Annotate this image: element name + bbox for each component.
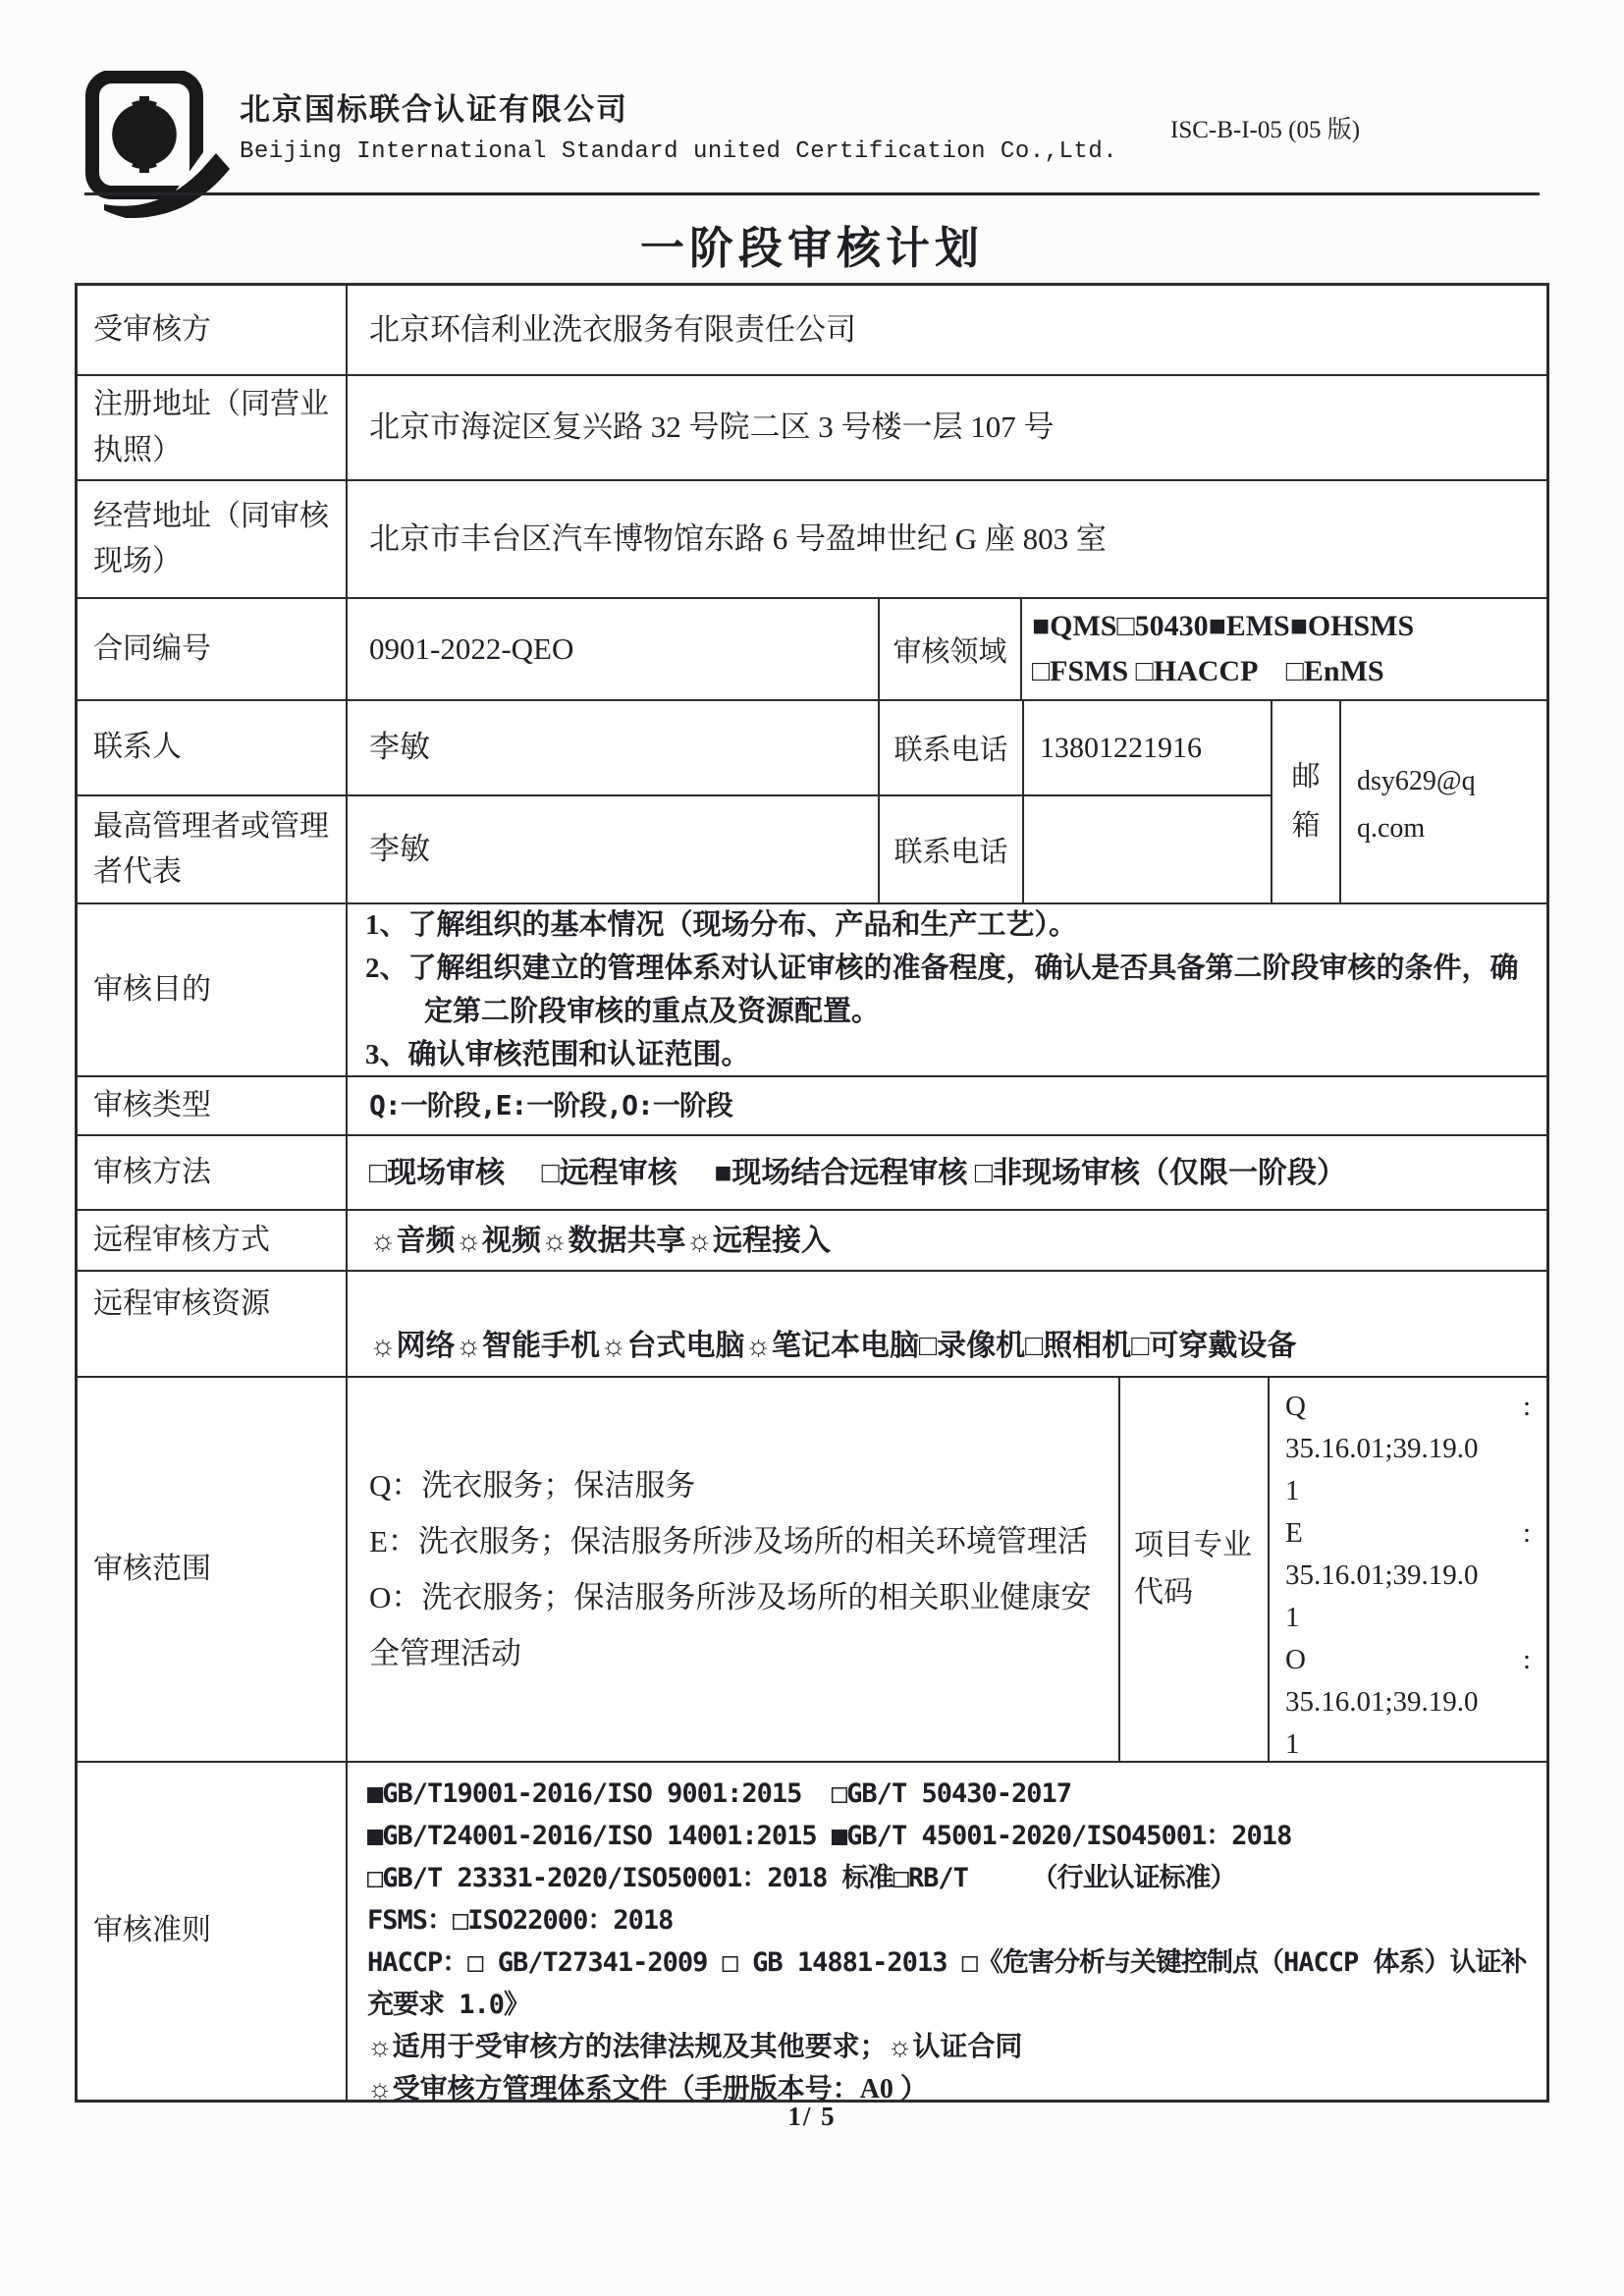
scope-line: Q：洗衣服务；保洁服务 xyxy=(369,1468,696,1503)
audit-criteria-label: 审核准则 xyxy=(93,1914,211,1947)
project-code-values xyxy=(1268,1378,1546,1761)
contact-phone-value: 13801221916 xyxy=(1022,701,1271,794)
audit-plan-table xyxy=(75,283,1549,2103)
contract-no-label: 合同编号 xyxy=(93,631,211,665)
code-colon: : xyxy=(1522,1644,1531,1675)
remote-resources-value: ☼网络☼智能手机☼台式电脑☼笔记本电脑□录像机□照相机□可穿戴设备 xyxy=(346,1272,1546,1376)
row-audit-criteria xyxy=(78,1761,1546,2105)
company-name-cn: 北京国标联合认证有限公司 xyxy=(240,92,628,127)
email-label: 邮箱 xyxy=(1271,701,1339,902)
auditee-label: 受审核方 xyxy=(93,312,211,346)
row-remote-resources xyxy=(78,1270,1546,1376)
audit-method-checkboxes: □现场审核 □远程审核 ■现场结合远程审核 □非现场审核（仅限一阶段） xyxy=(346,1136,1546,1209)
code-value: 35.16.01;39.19.01 xyxy=(1285,1559,1479,1633)
page-title: 一阶段审核计划 xyxy=(639,224,984,273)
contacts-left-block xyxy=(78,701,1271,902)
row-contacts xyxy=(78,699,1546,902)
operating-address-label: 经营地址（同审核现场） xyxy=(93,499,329,577)
header-rule xyxy=(84,192,1540,195)
code-key: E xyxy=(1285,1517,1303,1549)
registered-address-label: 注册地址（同营业执照） xyxy=(93,388,329,466)
code-key: Q xyxy=(1285,1391,1306,1422)
purpose-item: 3、确认审核范围和认证范围。 xyxy=(365,1039,750,1070)
audit-method-label: 审核方法 xyxy=(93,1155,211,1188)
criteria-line: ☼受审核方管理体系文件（手册版本号：A0 ） xyxy=(367,2074,928,2105)
code-colon: : xyxy=(1522,1517,1531,1549)
audit-field-label: 审核领域 xyxy=(878,599,1020,699)
purpose-item: 2、了解组织建立的管理体系对认证审核的准备程度，确认是否具备第二阶段审核的条件，确定第二阶段审核的重点及资源配置。 xyxy=(365,953,1519,1027)
top-manager-phone-value xyxy=(1022,796,1271,902)
row-top-manager xyxy=(78,794,1271,902)
audit-field-options-line2: □FSMS □HACCP □EnMS xyxy=(1032,655,1384,687)
page-number: 1/ 5 xyxy=(787,2102,837,2131)
contact-name: 李敏 xyxy=(346,701,878,794)
company-header xyxy=(240,84,1117,165)
row-auditee xyxy=(78,286,1546,374)
scope-line: E：洗衣服务；保洁服务所涉及场所的相关环境管理活 xyxy=(369,1524,1088,1558)
audit-type-label: 审核类型 xyxy=(93,1088,211,1121)
row-audit-purpose xyxy=(78,902,1546,1075)
contact-phone-label: 联系电话 xyxy=(878,701,1022,794)
row-audit-method xyxy=(78,1134,1546,1209)
project-code-entry-key xyxy=(1285,1639,1537,1681)
code-value: 35.16.01;39.19.01 xyxy=(1285,1686,1479,1760)
company-name-en: Beijing International Standard united Certification Co.,Ltd. xyxy=(240,138,1118,165)
criteria-line: ■GB/T24001-2016/ISO 14001:2015 ■GB/T 45001-2020/ISO45001：2018 xyxy=(367,1821,1292,1851)
audit-field-checkboxes xyxy=(1020,599,1546,699)
row-audit-scope xyxy=(78,1376,1546,1761)
email-value xyxy=(1339,701,1546,902)
project-code-entry-key xyxy=(1285,1386,1537,1428)
audit-criteria-lines xyxy=(346,1763,1546,2105)
registered-address-value: 北京市海淀区复兴路 32 号院二区 3 号楼一层 107 号 xyxy=(346,376,1546,479)
email-text: dsy629@qq.com xyxy=(1357,765,1476,844)
top-manager-phone-label: 联系电话 xyxy=(878,796,1022,902)
top-manager-name: 李敏 xyxy=(346,796,878,902)
certification-body-logo-icon xyxy=(82,71,247,218)
code-colon: : xyxy=(1522,1391,1531,1422)
project-code-entry-key xyxy=(1285,1512,1537,1555)
remote-resources-label: 远程审核资源 xyxy=(93,1287,270,1320)
row-remote-method xyxy=(78,1209,1546,1270)
row-operating-address xyxy=(78,479,1546,597)
contact-label: 联系人 xyxy=(93,731,182,764)
remote-method-value: ☼音频☼视频☼数据共享☼远程接入 xyxy=(346,1211,1546,1270)
row-audit-type xyxy=(78,1075,1546,1134)
document-number: ISC-B-I-05 (05 版) xyxy=(1170,117,1361,143)
code-value: 35.16.01;39.19.01 xyxy=(1285,1433,1479,1506)
contract-no-value: 0901-2022-QEO xyxy=(346,599,878,699)
audit-scope-label: 审核范围 xyxy=(93,1552,211,1585)
row-contract-audit-field xyxy=(78,597,1546,699)
remote-method-label: 远程审核方式 xyxy=(93,1223,270,1256)
audit-field-options-line1: ■QMS□50430■EMS■OHSMS xyxy=(1032,610,1415,642)
criteria-line: FSMS：□ISO22000：2018 xyxy=(367,1905,674,1936)
auditee-value: 北京环信利业洗衣服务有限责任公司 xyxy=(346,286,1546,374)
code-key: O xyxy=(1285,1644,1306,1675)
scope-line: O：洗衣服务；保洁服务所涉及场所的相关职业健康安全管理活动 xyxy=(369,1580,1092,1670)
row-registered-address xyxy=(78,374,1546,479)
row-contact xyxy=(78,701,1271,794)
purpose-item: 1、了解组织的基本情况（现场分布、产品和生产工艺）。 xyxy=(365,909,1078,941)
criteria-line: ☼适用于受审核方的法律法规及其他要求；☼认证合同 xyxy=(367,2032,1023,2062)
criteria-line: □GB/T 23331-2020/ISO50001：2018 标准□RB/T （行业认证标准） xyxy=(367,1863,1236,1893)
audit-purpose-label: 审核目的 xyxy=(93,972,211,1006)
audit-purpose-items xyxy=(346,904,1546,1075)
criteria-line: HACCP：□ GB/T27341-2009 □ GB 14881-2013 □《危害分析与关键控制点（HACCP 体系）认证补充要求 1.0》 xyxy=(367,1947,1527,2020)
project-code-label: 项目专业代码 xyxy=(1118,1378,1268,1761)
audit-scope-lines xyxy=(346,1378,1118,1761)
criteria-line: ■GB/T19001-2016/ISO 9001:2015 □GB/T 50430-2017 xyxy=(367,1778,1072,1809)
top-manager-label: 最高管理者或管理者代表 xyxy=(93,809,329,888)
audit-type-value: Q:一阶段,E:一阶段,O:一阶段 xyxy=(346,1077,1546,1134)
operating-address-value: 北京市丰台区汽车博物馆东路 6 号盈坤世纪 G 座 803 室 xyxy=(346,481,1546,597)
